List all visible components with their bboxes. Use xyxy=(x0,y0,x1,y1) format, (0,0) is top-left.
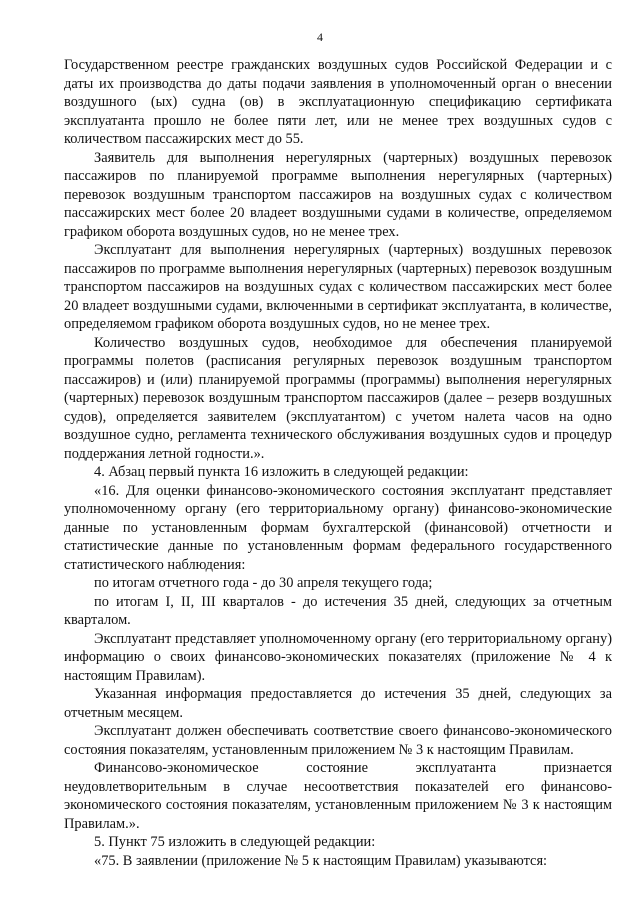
page-number: 4 xyxy=(317,30,323,44)
paragraph: по итогам отчетного года - до 30 апреля текущего года; xyxy=(94,575,433,591)
document-body xyxy=(64,56,612,870)
paragraph: «75. В заявлении (приложение № 5 к настоящим Правилам) указываются: xyxy=(94,852,548,869)
paragraph: Эксплуатант должен обеспечивать соответствие своего финансово-экономического состояния показателям, установленным приложением № 3 к настоящим Правилам. xyxy=(64,723,612,758)
paragraph: 5. Пункт 75 изложить в следующей редакции: xyxy=(94,834,376,850)
paragraph: Государственном реестре гражданских воздушных судов Российской Федерации и с даты их производства до даты подачи заявления в уполномоченный орган о внесении воздушного (ых) судна (ов) в эксплуатационную спецификацию сертификата эксплуатанта прошло не более пяти лет, или не менее трех воздушных судов с количеством пассажирских мест до 55. xyxy=(64,57,612,147)
paragraph: Количество воздушных судов, необходимое для обеспечения планируемой программы полетов (расписания регулярных перевозок воздушным транспортом пассажиров) и (или) планируемой программы (программы) выполнения нерегулярных (чартерных) перевозок воздушным транспортом пассажиров (далее – резерв воздушных судов), определяется заявителем (эксплуатантом) с учетом налета часов на одно воздушное судно, регламента технического обслуживания воздушных судов и процедур поддержания летной годности.». xyxy=(64,334,612,462)
paragraph: Эксплуатант для выполнения нерегулярных (чартерных) воздушных перевозок пассажиров по программе выполнения нерегулярных (чартерных) перевозок воздушным транспортом пассажиров на воздушных судах с количеством пассажирских мест более 20 владеет воздушными судами, включенными в сертификат эксплуатанта, в количестве, определяемом графиком оборота воздушных судов, но не менее трех. xyxy=(64,242,612,332)
paragraph: Финансово-экономическое состояние эксплуатанта признается неудовлетворительным в случае несоответствия показателей его финансово-экономического состояния показателям, установленным приложением № 3 к настоящим Правилам.». xyxy=(64,760,612,832)
paragraph: 4. Абзац первый пункта 16 изложить в следующей редакции: xyxy=(94,464,469,480)
paragraph: Заявитель для выполнения нерегулярных (чартерных) воздушных перевозок пассажиров по планируемой программе выполнения нерегулярных (чартерных) перевозок воздушным транспортом пассажиров на воздушных судах с количеством пассажирских мест более 20 владеет воздушными судами в количестве, определяемом графиком оборота воздушных судов, но не менее трех. xyxy=(64,149,612,240)
paragraph: по итогам I, II, III кварталов - до истечения 35 дней, следующих за отчетным кварталом. xyxy=(64,593,612,628)
paragraph: Указанная информация предоставляется до истечения 35 дней, следующих за отчетным месяцем. xyxy=(64,686,612,721)
paragraph: Эксплуатант представляет уполномоченному органу (его территориальному органу) информацию о своих финансово-экономических показателях (приложение № 4 к настоящим Правилам). xyxy=(64,630,612,684)
paragraph: «16. Для оценки финансово-экономического состояния эксплуатант представляет уполномоченному органу (его территориальному органу) финансово-экономические данные по установленным формам бухгалтерской (финансовой) отчетности и статистические данные по установленным формам федерального государственного статистического наблюдения: xyxy=(64,482,612,573)
